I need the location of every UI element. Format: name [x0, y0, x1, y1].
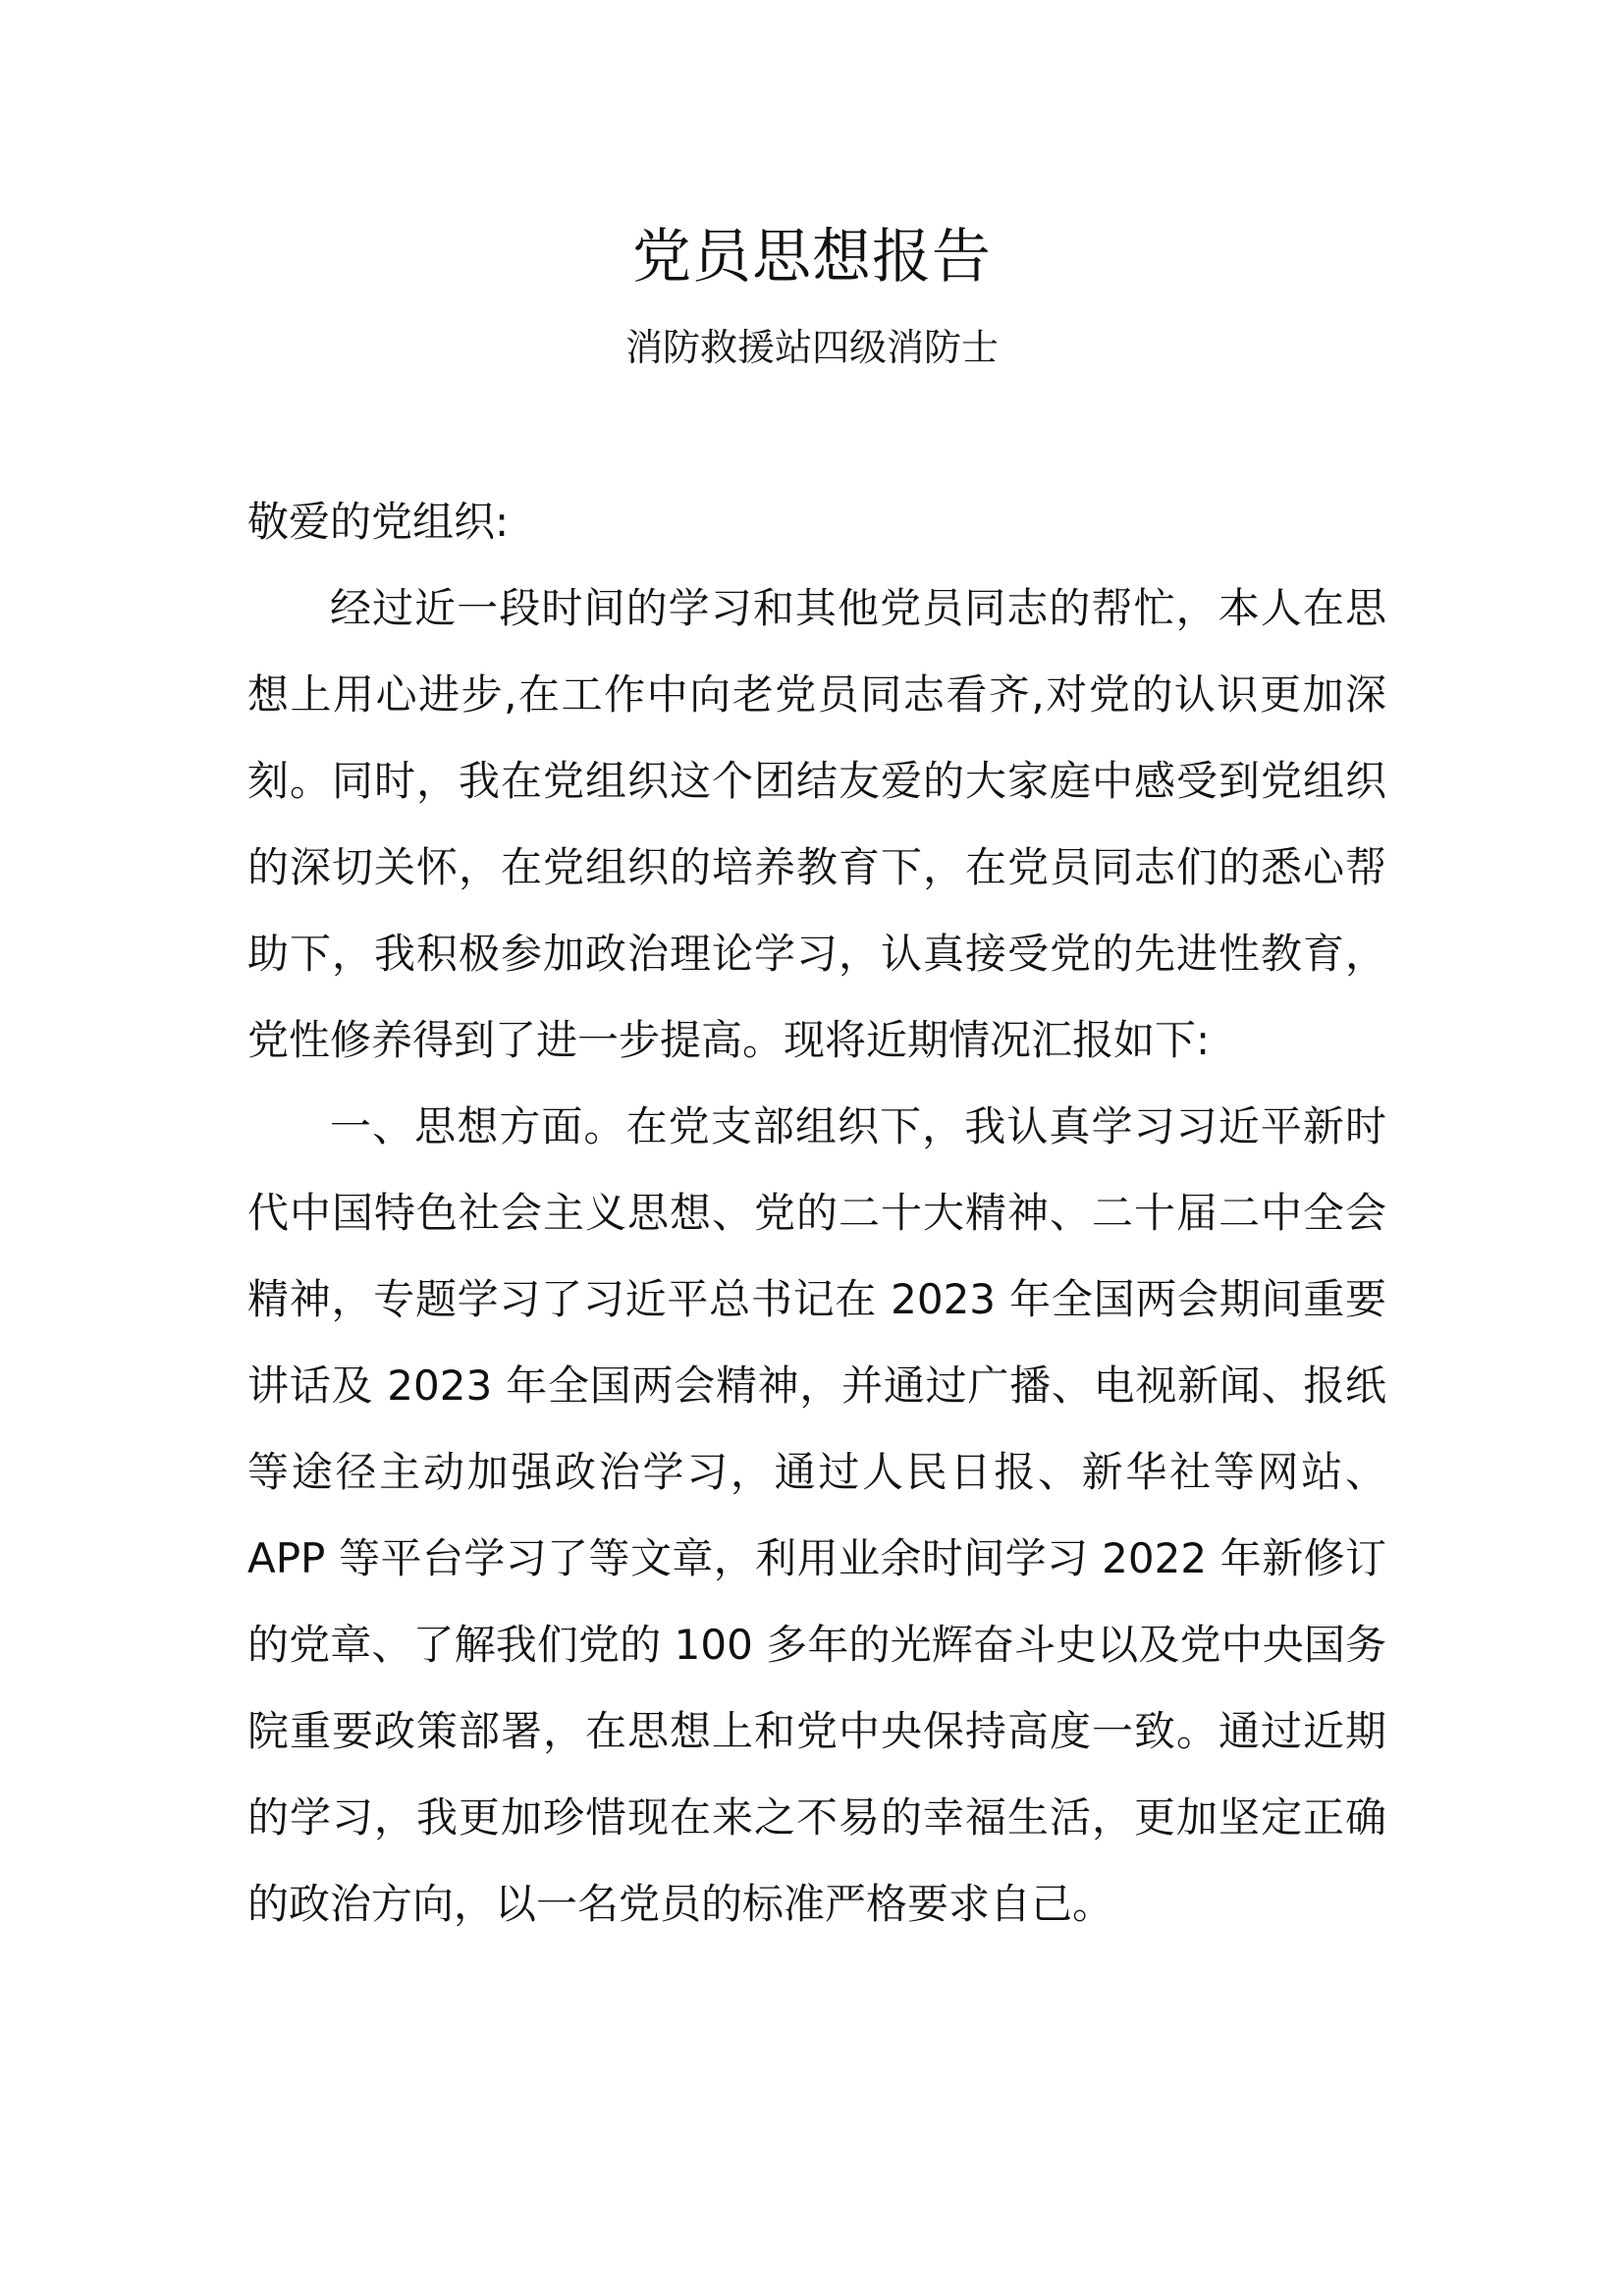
salutation: 敬爱的党组织:	[247, 498, 510, 546]
paragraph-thought: 一、思想方面。在党支部组织下，我认真学习习近平新时代中国特色社会主义思想、党的二十大精神、二十届二中全会精神，专题学习了习近平总书记在 2023 年全国两会期间重要讲话及 2023 年全国两会精神，并通过广播、电视新闻、报纸等途径主动加强政治学习，通过人民日报、新华社等网站、APP 等平台学习了等文章，利用业余时间学习 2022 年新修订的党章、了解我们党的 100 多年的光辉奋斗史以及党中央国务院重要政策部署，在思想上和党中央保持高度一致。通过近期的学习，我更加珍惜现在来之不易的幸福生活，更加坚定正确的政治方向，以一名党员的标准严格要求自己。	[247, 1102, 1386, 1928]
document-title: 党员思想报告	[632, 223, 992, 292]
document-subtitle: 消防救援站四级消防士	[624, 326, 999, 369]
document-body	[247, 479, 1386, 1948]
paragraph-intro: 经过近一段时间的学习和其他党员同志的帮忙，本人在思想上用心进步,在工作中向老党员同志看齐,对党的认识更加深刻。同时，我在党组织这个团结友爱的大家庭中感受到党组织的深切关怀，在党组织的培养教育下，在党员同志们的悉心帮助下，我积极参加政治理论学习，认真接受党的先进性教育，党性修养得到了进一步提高。现将近期情况汇报如下:	[247, 584, 1386, 1064]
